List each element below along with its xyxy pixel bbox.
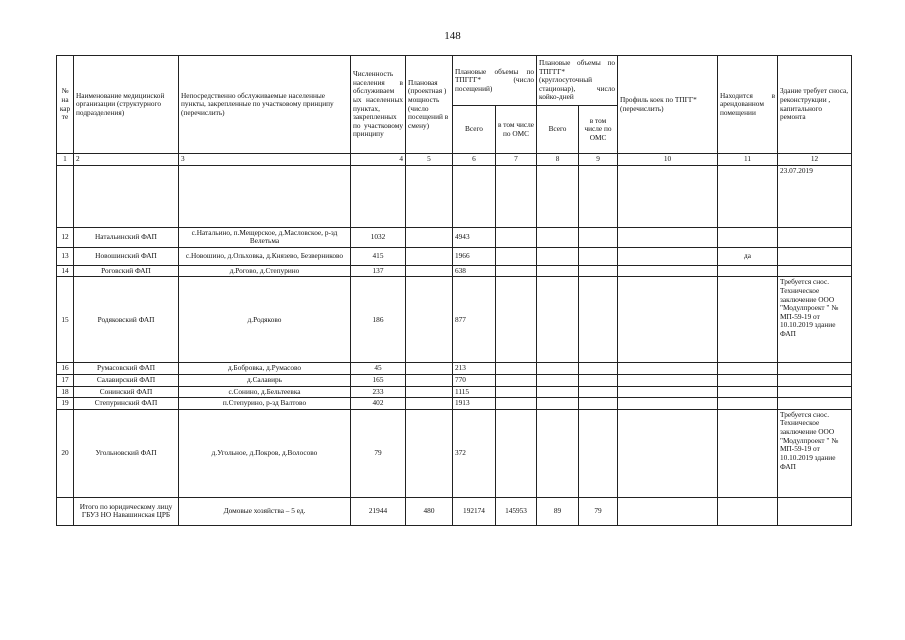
- row-building: [778, 265, 852, 277]
- table-row: [57, 247, 852, 265]
- row-population: 137: [351, 265, 406, 277]
- row-building: Требуется снос. Техническое заключение ООО "Модулпроект " № МП-59-19 от 10.10.2019 здание ФАП: [778, 277, 852, 363]
- row-visits-total: 1115: [453, 386, 496, 398]
- colnum: 4: [351, 154, 406, 166]
- row-name: Роговский ФАП: [74, 265, 179, 277]
- row-places: п.Степурино, р-зд Валтово: [179, 398, 351, 410]
- row-capacity: [406, 386, 453, 398]
- header-building: Здание требует сноса, реконструкции , капитального ремонта: [778, 56, 852, 154]
- header-settlements: Непосредственно обслуживаемые населенные пункты, закрепленные по участковому принципу (перечислить): [179, 56, 351, 154]
- row-beds-total: [537, 409, 579, 497]
- header-number: № на кар те: [57, 56, 74, 154]
- table-row: [57, 398, 852, 410]
- row-building: [778, 247, 852, 265]
- colnum: 9: [579, 154, 618, 166]
- row-profile: [618, 386, 718, 398]
- table-row: [57, 265, 852, 277]
- row-capacity: [406, 398, 453, 410]
- facilities-table: [56, 55, 852, 526]
- row-visits-oms: [496, 227, 537, 247]
- page-number: 148: [444, 30, 461, 42]
- row-number: 13: [57, 247, 74, 265]
- row-population: 233: [351, 386, 406, 398]
- row-beds-total: [537, 386, 579, 398]
- colnum: 7: [496, 154, 537, 166]
- row-capacity: [406, 265, 453, 277]
- header-visits: Плановые объемы по ТПГГГ* (число посещений): [453, 56, 537, 106]
- header-bed-profile: Профиль коек по ТПГГ* (перечислить): [618, 56, 718, 154]
- row-capacity: [406, 409, 453, 497]
- row-name: Натальинский ФАП: [74, 227, 179, 247]
- row-number: 15: [57, 277, 74, 363]
- subheader-beds-oms: в том числе по ОМС: [579, 106, 618, 154]
- row-visits-total: 770: [453, 375, 496, 387]
- row-beds-oms: [579, 375, 618, 387]
- row-building: Требуется снос. Техническое заключение ООО "Модулпроект " № МП-59-19 от 10.10.2019 здание ФАП: [778, 409, 852, 497]
- row-population: 1032: [351, 227, 406, 247]
- row-population: 415: [351, 247, 406, 265]
- row-number: 19: [57, 398, 74, 410]
- row-name: Родяковский ФАП: [74, 277, 179, 363]
- row-name: Угольновский ФАП: [74, 409, 179, 497]
- row-population: 402: [351, 398, 406, 410]
- total-population: 21944: [351, 497, 406, 525]
- row-capacity: [406, 227, 453, 247]
- row-rented: [718, 409, 778, 497]
- row-visits-total: 213: [453, 363, 496, 375]
- row-visits-total: 877: [453, 277, 496, 363]
- table-row: [57, 375, 852, 387]
- header-organization: Наименование медицинской организации (структурного подразделения): [74, 56, 179, 154]
- row-number: 18: [57, 386, 74, 398]
- carry-over-row: [57, 165, 852, 227]
- row-building: [778, 375, 852, 387]
- row-capacity: [406, 363, 453, 375]
- row-building: [778, 398, 852, 410]
- table-row: [57, 227, 852, 247]
- row-places: с.Новошино, д.Ольховка, д.Князево, Безверниково: [179, 247, 351, 265]
- row-building: [778, 386, 852, 398]
- total-places: Домовые хозяйства – 5 ед.: [179, 497, 351, 525]
- row-places: с.Натальино, п.Мещерское, д.Масловское, р-зд Велетьма: [179, 227, 351, 247]
- row-profile: [618, 247, 718, 265]
- subheader-visits-oms: в том числе по ОМС: [496, 106, 537, 154]
- row-name: Румасовский ФАП: [74, 363, 179, 375]
- row-profile: [618, 265, 718, 277]
- total-capacity: 480: [406, 497, 453, 525]
- row-building: [778, 363, 852, 375]
- subheader-beds-total: Всего: [537, 106, 579, 154]
- row-beds-oms: [579, 277, 618, 363]
- row-visits-oms: [496, 247, 537, 265]
- row-places: д.Родяково: [179, 277, 351, 363]
- header-rented: Находится в арендованном помещении: [718, 56, 778, 154]
- colnum: 1: [57, 154, 74, 166]
- header-row: [57, 56, 852, 106]
- row-places: д.Угольное, д.Покров, д.Волосово: [179, 409, 351, 497]
- row-name: Новошинский ФАП: [74, 247, 179, 265]
- row-rented: [718, 227, 778, 247]
- carry-over-note: 23.07.2019: [778, 165, 852, 227]
- colnum: 10: [618, 154, 718, 166]
- row-profile: [618, 277, 718, 363]
- row-name: Степуринский ФАП: [74, 398, 179, 410]
- row-visits-oms: [496, 398, 537, 410]
- row-visits-total: 1966: [453, 247, 496, 265]
- row-profile: [618, 227, 718, 247]
- row-beds-oms: [579, 409, 618, 497]
- row-visits-oms: [496, 277, 537, 363]
- row-beds-oms: [579, 265, 618, 277]
- row-beds-total: [537, 363, 579, 375]
- row-capacity: [406, 247, 453, 265]
- colnum: 5: [406, 154, 453, 166]
- total-visits: 192174: [453, 497, 496, 525]
- row-rented: [718, 375, 778, 387]
- table-row: [57, 409, 852, 497]
- row-beds-total: [537, 265, 579, 277]
- row-capacity: [406, 375, 453, 387]
- table-row: [57, 386, 852, 398]
- table-row: [57, 277, 852, 363]
- total-name: Итого по юридическому лицу ГБУЗ НО Навашинская ЦРБ: [74, 497, 179, 525]
- row-profile: [618, 409, 718, 497]
- row-number: 12: [57, 227, 74, 247]
- row-visits-total: 638: [453, 265, 496, 277]
- row-beds-oms: [579, 227, 618, 247]
- row-beds-total: [537, 398, 579, 410]
- row-population: 165: [351, 375, 406, 387]
- row-visits-total: 1913: [453, 398, 496, 410]
- row-number: 14: [57, 265, 74, 277]
- row-name: Салавирский ФАП: [74, 375, 179, 387]
- colnum: 3: [179, 154, 351, 166]
- row-beds-oms: [579, 386, 618, 398]
- row-rented: [718, 277, 778, 363]
- total-beds: 89: [537, 497, 579, 525]
- total-row: [57, 497, 852, 525]
- row-rented: [718, 398, 778, 410]
- total-beds-oms: 79: [579, 497, 618, 525]
- row-beds-oms: [579, 247, 618, 265]
- total-visits-oms: 145953: [496, 497, 537, 525]
- row-population: 45: [351, 363, 406, 375]
- row-profile: [618, 375, 718, 387]
- row-number: 20: [57, 409, 74, 497]
- colnum: 2: [74, 154, 179, 166]
- row-visits-total: 4943: [453, 227, 496, 247]
- header-beddays: Плановые объемы по ТПГГГ* (круглосуточный стационар), число койко-дней: [537, 56, 618, 106]
- row-number: 17: [57, 375, 74, 387]
- row-population: 186: [351, 277, 406, 363]
- row-beds-total: [537, 247, 579, 265]
- row-beds-total: [537, 277, 579, 363]
- row-places: д.Салавирь: [179, 375, 351, 387]
- subheader-visits-total: Всего: [453, 106, 496, 154]
- row-population: 79: [351, 409, 406, 497]
- row-building: [778, 227, 852, 247]
- row-beds-oms: [579, 363, 618, 375]
- row-capacity: [406, 277, 453, 363]
- row-places: д.Рогово, д.Степурино: [179, 265, 351, 277]
- column-numbers-row: [57, 154, 852, 166]
- row-visits-total: 372: [453, 409, 496, 497]
- row-rented: [718, 265, 778, 277]
- row-visits-oms: [496, 363, 537, 375]
- colnum: 12: [778, 154, 852, 166]
- row-visits-oms: [496, 386, 537, 398]
- row-profile: [618, 363, 718, 375]
- row-profile: [618, 398, 718, 410]
- row-places: д.Бобровка, д.Румасово: [179, 363, 351, 375]
- row-visits-oms: [496, 409, 537, 497]
- row-rented: [718, 363, 778, 375]
- row-beds-total: [537, 227, 579, 247]
- row-visits-oms: [496, 265, 537, 277]
- row-places: с.Сонино, д.Бельтеевка: [179, 386, 351, 398]
- row-visits-oms: [496, 375, 537, 387]
- row-number: 16: [57, 363, 74, 375]
- colnum: 11: [718, 154, 778, 166]
- row-name: Сонинский ФАП: [74, 386, 179, 398]
- row-beds-oms: [579, 398, 618, 410]
- row-rented: [718, 386, 778, 398]
- row-rented: да: [718, 247, 778, 265]
- row-beds-total: [537, 375, 579, 387]
- header-population: Численность населения в обслуживаем ых населенных пунктах, закрепленных по участковому принципу: [351, 56, 406, 154]
- colnum: 6: [453, 154, 496, 166]
- table-row: [57, 363, 852, 375]
- header-capacity: Плановая (проектная ) мощность (число посещений в смену): [406, 56, 453, 154]
- colnum: 8: [537, 154, 579, 166]
